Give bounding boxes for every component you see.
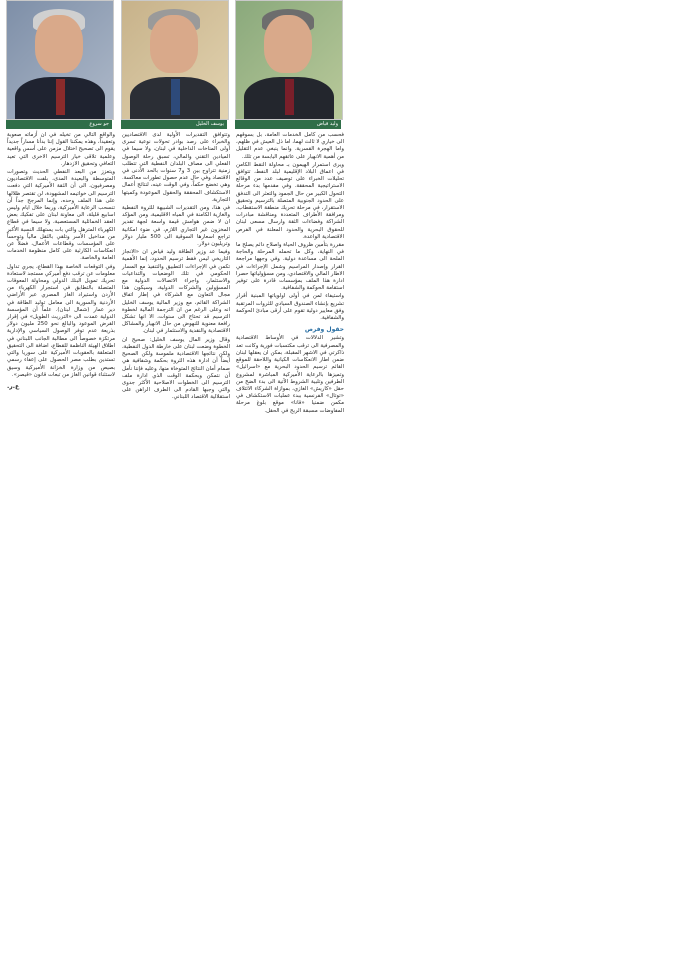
paragraph: وفيما عد وزير الطاقة وليد فياض ان «الانجاز التاريخي ليس فقط ترسيم الحدود، إنما الأهمية تكمن في الإجراءات التطبيق والتنفيذ مع المسار الحكومي في تلك الوضعيات والتداعيات والاستثمار، واجراء الاتصالات الدولية مع المسؤولين والشركات الدولية، وسيكون هذا مجال التعاون مع الشركاء في إطار اتفاق الشراكة القائم، مع وزير المالية يوسف الخليل انه وعلى الرغم من ان الترجمة المالية لخطوة الترسيم قد تحتاج الى سنوات، الا انها تشكل رافعة معنوية للنهوض من حال الانهيار والمشاكل الاقتصادية والنقدية والاستثمار في لبنان. xyxy=(122,249,230,335)
portrait-photo-youssef-khalil xyxy=(121,0,229,120)
article-text xyxy=(235,129,345,415)
article-text xyxy=(121,129,231,402)
photo-caption: جو سروع xyxy=(6,120,112,129)
paragraph: وتشير الدلالات في الأوساط الاقتصادية والمصرفية الى ترقب مكتسبات فورية وكانت تعد ذاكرتي في الاشهر المقبلة، بمكن ان يعقلها لبنان ضمن اطار الانعكاسات الكيانية واللاحقة للموقع القائم ترسيم الحدود البحرية مع «اسرائيل» وتميزها بالرعاية الأميركية المباشرة لمشروع الطرفين وتلبية الشروط الآتية الى بدء الضخ من حقل «كاريش» الغازي، بموازاة الشركاء الائتلاف «توتال» الفرنسية ببدء عمليات الاستكشاف في مكمن ضمنيا «قانا» موقع بلوغ مرحلة المفاوضات مسبقة الربح في الحقل. xyxy=(236,335,344,414)
subheading: حقول وفرص xyxy=(304,326,344,334)
paragraph: فحسب من كامل الخدمات العامة، بل بسوقهم الى خياري لا ثالث لهما، اما ذل العيش في ظلهم، واما الهجرة القسرية. وانما ينبغي عدم التقليل من أهمية الانهيار على عاتقهم اليابسة من تلك. xyxy=(236,132,344,160)
signature xyxy=(7,383,115,390)
paragraph: واستيفاء لمن في أولى اولوياتها المبنية أقرار تشريع بإنشاء الصندوق السيادي للثروات المرتقبة وفق معايير دولية تقوم على أرقى مبادئ الحوكمة والشفافية. xyxy=(236,293,344,322)
column-left xyxy=(6,0,116,390)
paragraph: ويرى استمرار الهيمون بـ محاولة النقط الكامن في اعماق البلاد الإقليمية لبلد النفط، تتوافق تحليلات الخبراء على توصيف عدد من الوقائع الاستراتيجية المحققة. وفي مقدمها بدء مرحلة التحول الكبير من حال الجمود والتعثر الى التدفق على الحدود الجنوبية المتصلة بالترسيم وتحقيق الاستقرار، في مرحلة تحريك منطقة الاستقطاب، ومرافقة الأطراف المتعددة ومناقشة مبادرات الشراكة وفضاءات الثقة وارسال مسعى لبنان للحقوق البحرية والحدود المعلنة في الفرص الاقتصادية الواعدة. xyxy=(236,161,344,240)
paragraph: وفي التوقعات الخاصة بهذا القطاع، يجري تداول معلومات عن ترقب دفع أميركي مستجد لاستعادة تحريك تمويل البنك الدولي ومحاولة المعوقات المتصلة بالتطابق في استجرار الكهرباء من الأردن واستيراد الغاز المصري عبر الأراضي الأردنية والسورية الى معامل توليد الطاقة في دير عمار (شمال لبنان). علماً أن المؤسسة الدولية عمدت الى «الترريث الطويل» في إقرار القرض الموعود والبالغ نحو 250 مليون دولار بذريعة عدم توفر الوصول السياسي والإدارية مرتكزة خصوصاً الى مطالبة الجانب اللبناني في اطلاق الهيئة الناظمة للقطاع، اضافة الى التحقيق المتعلقة بالعقوبات الأميركية على سوريا والتي تستدين بطلب مصر الحصول على إعفاء رسمي بصيص من وزارة الخزانة الأميركية وسيق لاستثناء قوانين الغاز من تبعات قانون «قيصر». xyxy=(7,263,115,378)
column-right xyxy=(235,0,345,416)
article-text xyxy=(6,129,116,390)
paragraph: وقال وزير المال يوسف الخليل: صحيح ان الخطوة وضعت لبنان على خارطة الدول النفطية، ولكن نتائجها الاقتصادية ملموسة ولكن الصحيح أيضاً أن ادارة هذه الثروة بحكمة وشفافية هي صمام أمان النتائج المتوخاة منها، وعليه فإننا نأمل أن نتمكن وبحكمة الوقت الذي ادارة ملف الترسيم الى الخطوات الاصلاحية الأكثر جدوى والتي وجبها القادم الى الطرف الراهن على استقلالية الاقتصاد اللبناني. xyxy=(122,336,230,401)
paragraph: في هذا، ومن التقديرات الشبيهة للثروة النفطية والغازية الكامنة في المياه الاقليمية، ومن المؤكد ان لا ضمن هوامش قيمة واسعة لجهة تقدير المخزون غير التجاري اللازم، في ضوء امكانية تراجع اسعارها السوقية الى 500 مليار دولار وتريليون دولار. xyxy=(122,205,230,248)
photo-caption: يوسف الخليل xyxy=(121,120,227,129)
paragraph: مقررة بتأمين ظروف الحياة واصلاح دائم يصلح ما في النهاية، وكل ما تحمله المرحلة والحاجة الملحة الى مساعدة دولية. وفي وجهها مراجعة القرار وإصدار المراسيم وشمل الإجراءات في الاطار المالي والاقتصادي، ومن مسؤولياتها حصرا ادارة هذا الملف بمؤسسات قادرة على توفير استقامة الحوكمة والشفافية. xyxy=(236,242,344,292)
paragraph: وتتوافق التقديرات الأولية لدى الاقتصاديين والخبراء على رصد بوادر تحولات نوعية تسرى أولى المناخات الداخلية في لبنان، ولا سيما في الميادين التقني والمالي، تسبق رحلة الوصول الفعلي الى مصاف البلدان النفطية التي تتطلب زمنية تتراوح بين 3 و7 سنوات بالحد الأدنى في الاقتصاد وفي حال عدم حصول تطورات معاكسة. وهي تخضع حكماً، وفي الوقت عينه، لنتائج أعمال الاستكشاف المحققة والحقول الموعودة وكميتها التجارية. xyxy=(122,132,230,203)
signature-text: ع.ر. xyxy=(7,382,20,390)
photo-caption: وليد فياض xyxy=(235,120,341,129)
column-middle xyxy=(121,0,231,403)
portrait-photo-joe-sarrouh xyxy=(6,0,114,120)
paragraph: والواقع التالي من تخيله في ان أزماته صعوبة وتعقيداً، وهذه يمكننا القول إننا بدأنا مساراً جديداً يقوم الى تصحيح اختلال مزمن على أسس واقعية وعلمية تلاقى خيار الترسيم الاخرى التي تعيد التعافي وتحقيق الازدهار. xyxy=(7,132,115,167)
paragraph: ويتعزز من البعد النفطي الحديث وتصورات المتوسطة والبعيدة المدى، بلفت الاقتصاديون ومصرفيون، الى أن الثقة الأميركية التي دفعت الترسيم الى خواتيمه المشهودة، لن تقتصر ظلالها على هذا الملف وحده، وإنما المرجح جداً أن تنسحب الرعاية الأميركية، وربما خلال ايام وليس اسابيع قليلة، الى معاونة لبنان على تفكيك بعض العقد الخمائلية المستعصية، ولا سيما في قطاع الكهرباء المترهل والتي بات يستهلك النسبة الأكبر من مداخيل الأسر وتلقي بالثقل مالياً وتوحساً على المؤسسات وقطاعات الأعمال، فضلاً عن انعكاسات الكارثية على كامل منظومة الخدمات العامة والخاصة. xyxy=(7,169,115,262)
portrait-photo-walid-fayad xyxy=(235,0,343,120)
